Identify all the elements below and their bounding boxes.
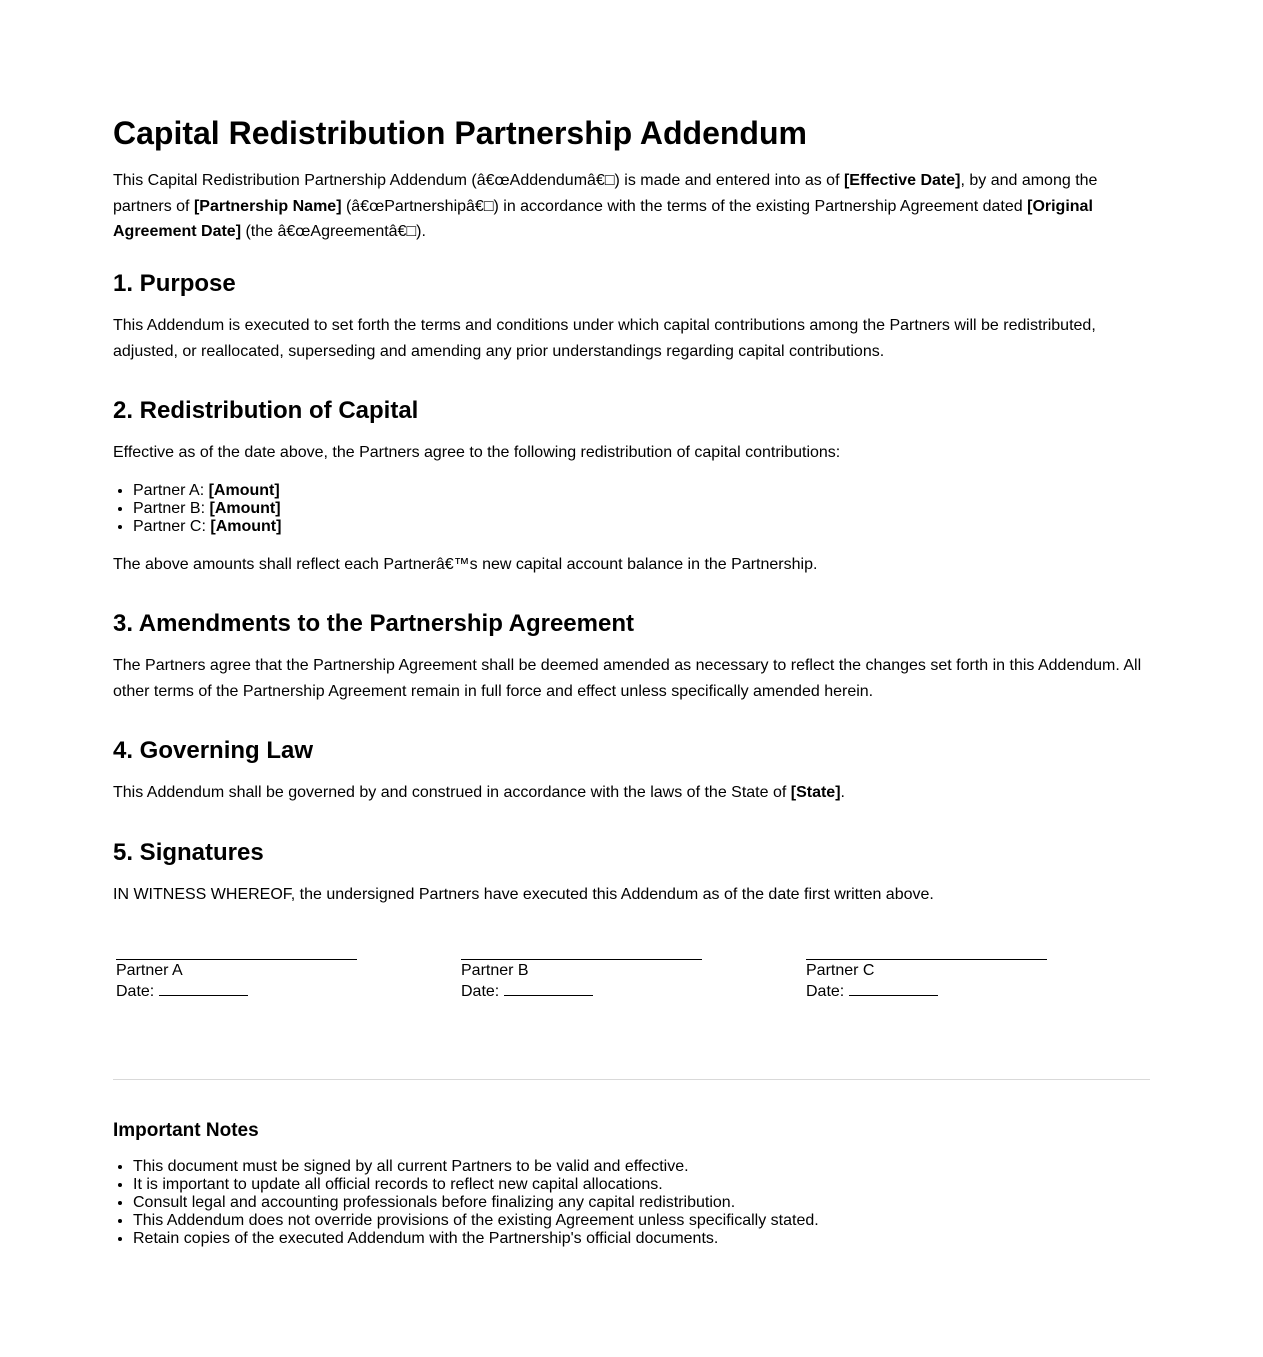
list-item: • This document must be signed by all current Partners to be valid and effective. (133, 1158, 819, 1176)
intro-text-4: (the â€œAgreementâ€□). (241, 223, 426, 241)
signature-line[interactable] (116, 938, 357, 960)
signature-line[interactable] (806, 938, 1047, 960)
signatures-paragraph: IN WITNESS WHEREOF, the undersigned Partners have executed this Addendum as of the date first written above. (113, 886, 934, 903)
list-item: • This Addendum does not override provisions of the existing Agreement unless specifically stated. (133, 1212, 819, 1230)
section-heading-redistribution: 2. Redistribution of Capital (113, 397, 419, 424)
list-item: • It is important to update all official records to reflect new capital allocations. (133, 1176, 819, 1194)
partner-label: Partner B: (133, 500, 210, 517)
date-label: Date: (116, 983, 159, 1000)
section-heading-signatures: 5. Signatures (113, 839, 264, 866)
intro-text-2: , by and among the partners of (113, 172, 1098, 215)
intro-paragraph (113, 168, 1148, 245)
list-item: • Retain copies of the executed Addendum with the Partnership's official documents. (133, 1230, 819, 1248)
signature-line[interactable] (461, 938, 702, 960)
document-title: Capital Redistribution Partnership Addendum (113, 115, 807, 151)
partner-label: Partner C: (133, 518, 211, 535)
intro-text-3: (â€œPartnershipâ€□) in accordance with the terms of the existing Partnership Agreement dated (341, 197, 1028, 215)
partner-label: Partner A: (133, 482, 209, 499)
date-label: Date: (806, 983, 849, 1000)
signature-block-partner-b (461, 938, 702, 1001)
partnership-name-placeholder: [Partnership Name] (193, 197, 342, 215)
list-item (133, 500, 281, 518)
effective-date-placeholder: [Effective Date] (843, 172, 961, 189)
amount-placeholder: [Amount] (210, 518, 282, 535)
date-blank-line[interactable] (849, 980, 938, 996)
notes-heading: Important Notes (113, 1120, 259, 1141)
amount-placeholder: [Amount] (209, 500, 281, 517)
amount-placeholder: [Amount] (208, 482, 280, 499)
signature-date (116, 980, 357, 1001)
list-item: • Consult legal and accounting professionals before finalizing any capital redistribution. (133, 1194, 819, 1212)
list-item (133, 482, 281, 500)
list-item (133, 518, 281, 536)
signature-name: Partner C (806, 962, 875, 979)
signature-block-partner-c (806, 938, 1047, 1001)
date-blank-line[interactable] (159, 980, 248, 996)
signature-row (116, 938, 1151, 1008)
redistribution-intro: Effective as of the date above, the Partners agree to the following redistribution of capital contributions: (113, 444, 841, 461)
governing-law-end: . (840, 784, 845, 801)
original-agreement-date-placeholder: [Original Agreement Date] (113, 197, 1093, 241)
state-placeholder: [State] (790, 784, 841, 801)
purpose-paragraph: This Addendum is executed to set forth the terms and conditions under which capital contributions among the Partners will be redistributed, adjusted, or reallocated, superseding and amending any prior understandings regarding capital contributions. (113, 317, 1096, 360)
signature-name: Partner A (116, 962, 183, 979)
section-heading-purpose: 1. Purpose (113, 270, 236, 297)
date-label: Date: (461, 983, 504, 1000)
redistribution-closing: The above amounts shall reflect each Partnerâ€™s new capital account balance in the Partnership. (113, 556, 818, 573)
signature-block-partner-a (116, 938, 357, 1001)
signature-date (806, 980, 1047, 1001)
section-heading-amendments: 3. Amendments to the Partnership Agreement (113, 610, 634, 637)
section-heading-governing-law: 4. Governing Law (113, 737, 314, 764)
notes-list (113, 1158, 819, 1248)
signature-date (461, 980, 702, 1001)
amendments-paragraph: The Partners agree that the Partnership Agreement shall be deemed amended as necessary to reflect the changes set forth in this Addendum. All other terms of the Partnership Agreement remain in full force and effect unless specifically amended herein. (113, 657, 1142, 700)
divider (113, 1079, 1150, 1080)
partner-amount-list (113, 482, 281, 536)
governing-law-text: This Addendum shall be governed by and construed in accordance with the laws of the State of (113, 784, 791, 801)
governing-law-paragraph (113, 780, 1148, 806)
intro-text-1: This Capital Redistribution Partnership Addendum (â€œAddendumâ€□) is made and entered into as of (113, 172, 844, 189)
signature-name: Partner B (461, 962, 529, 979)
date-blank-line[interactable] (504, 980, 593, 996)
